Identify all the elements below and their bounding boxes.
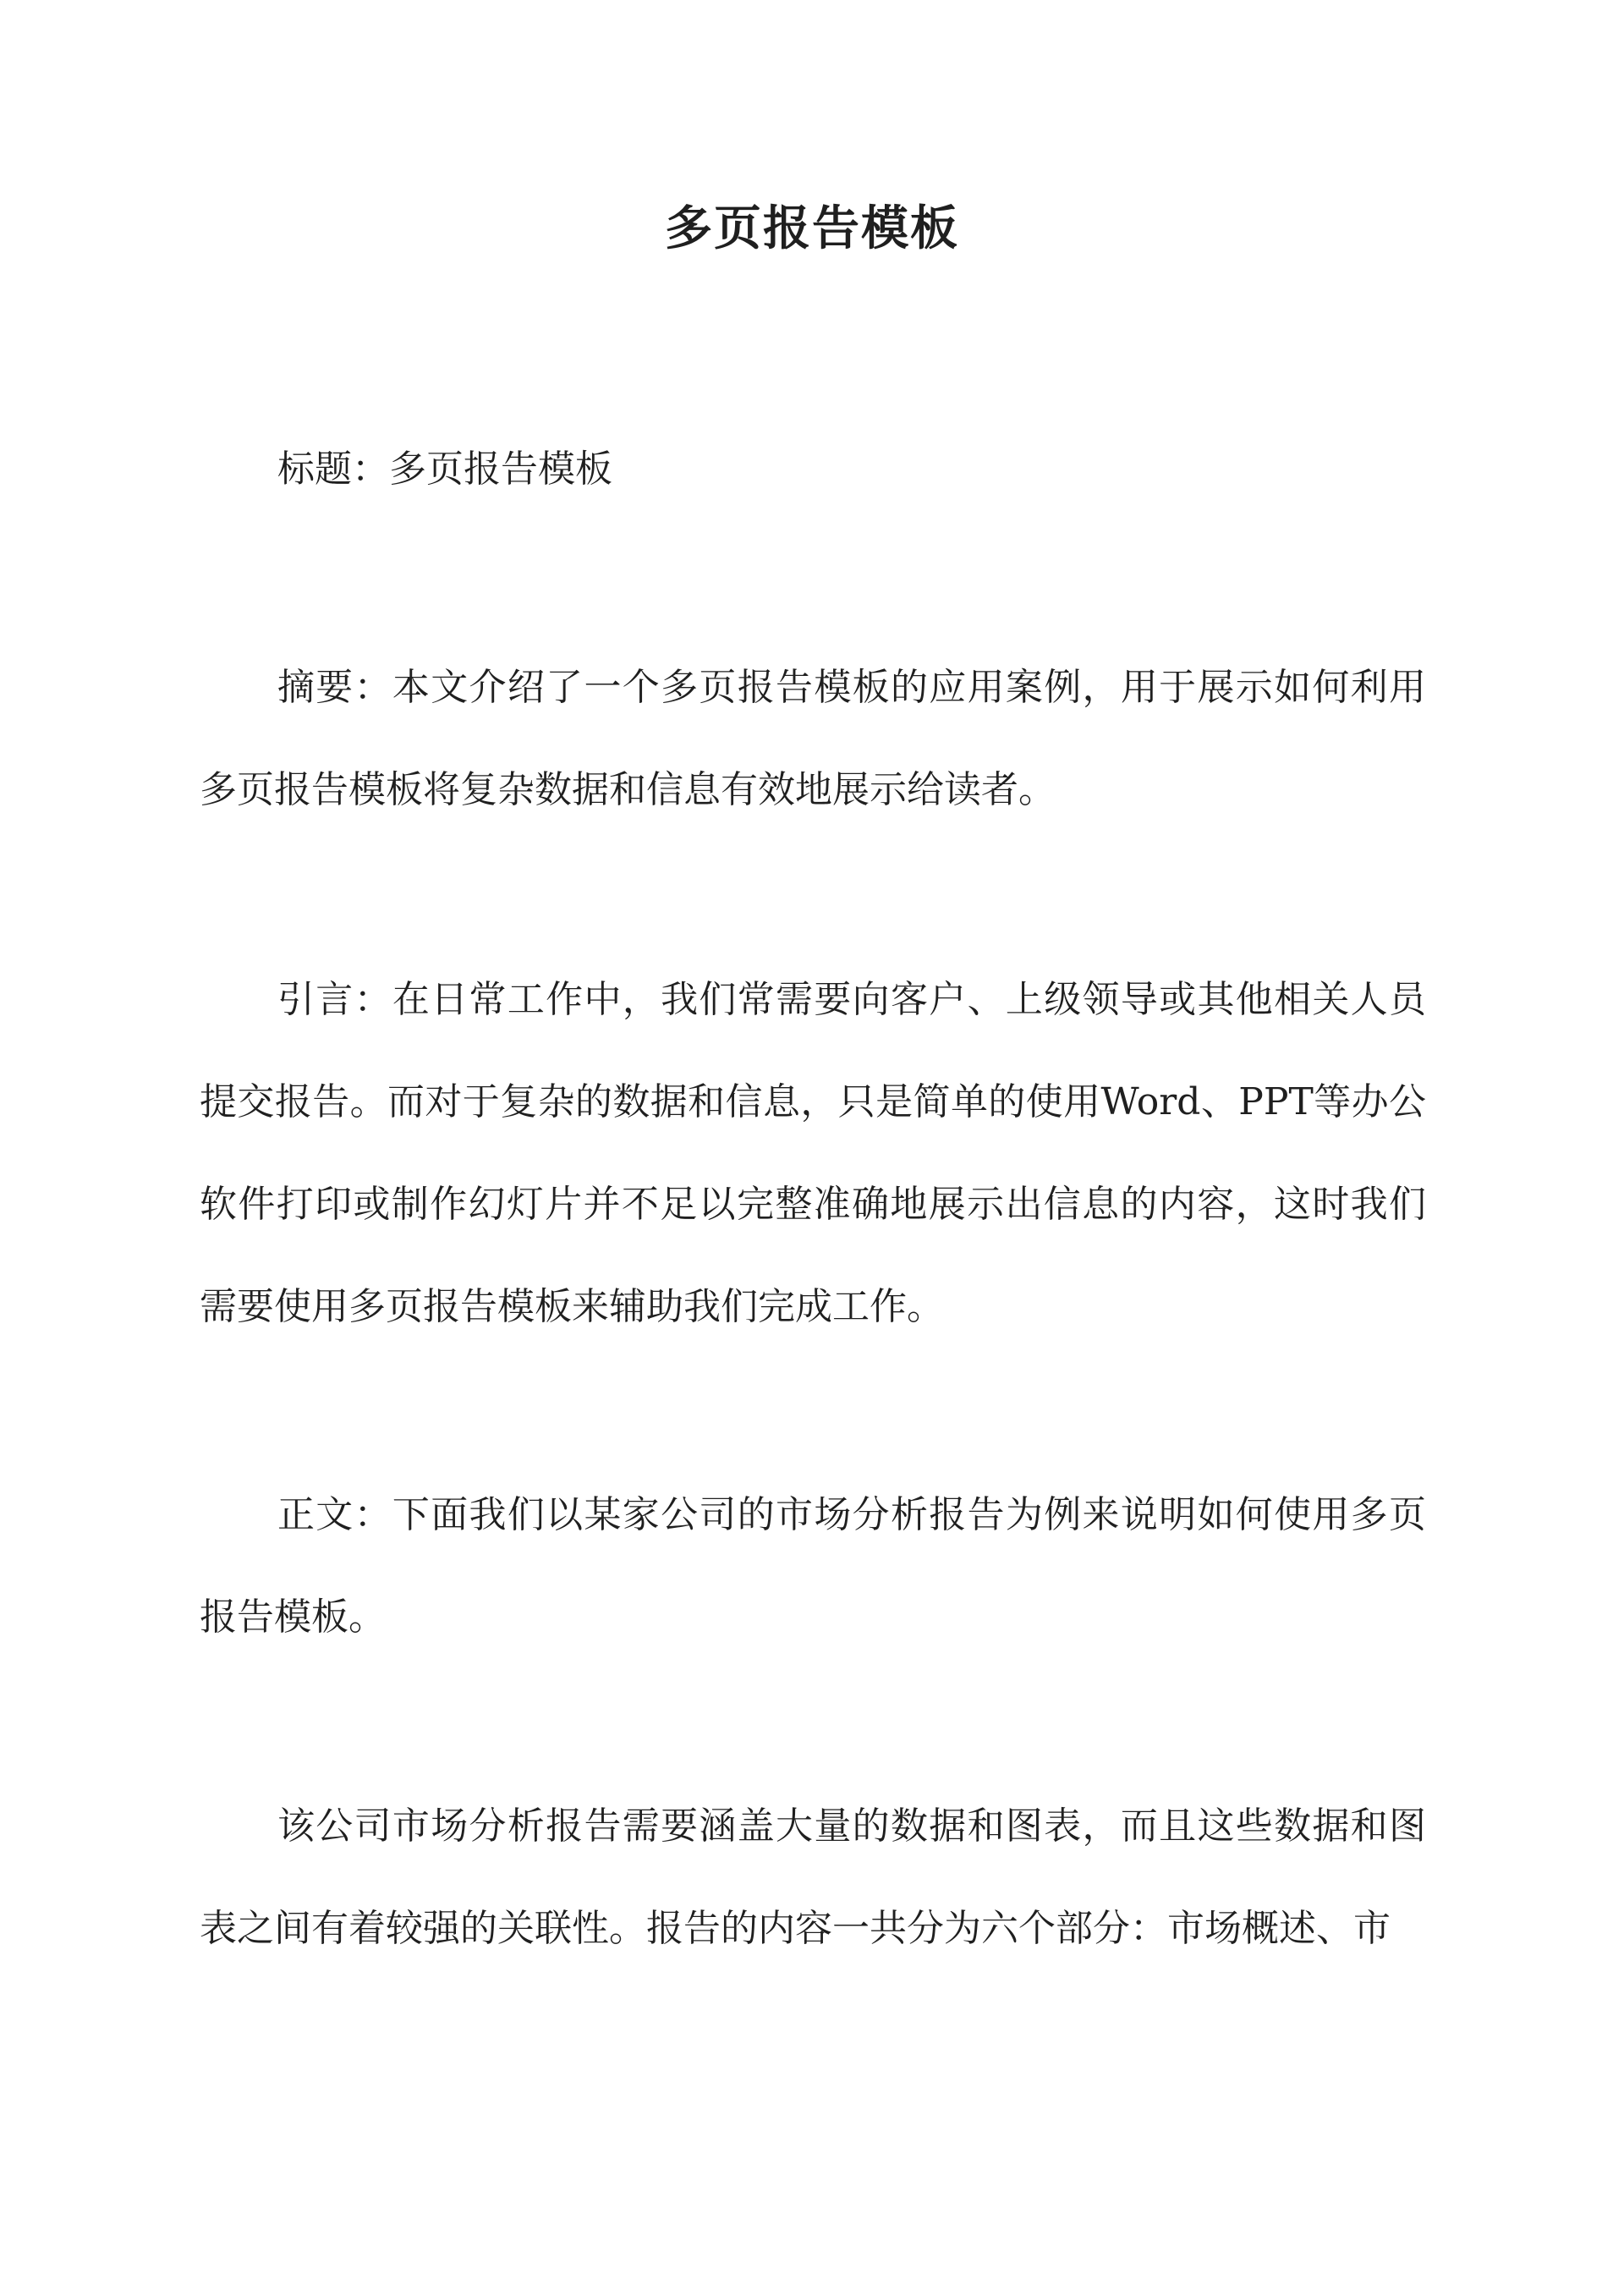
paragraph-introduction: 引言：在日常工作中，我们常需要向客户、上级领导或其他相关人员提交报告。而对于复杂的数据和信息，只是简单的使用Word、PPT等办公软件打印或制作幻灯片并不足以完整准确地展示出信息的内容，这时我们需要使用多页报告模板来辅助我们完成工作。 — [200, 978, 1426, 1328]
paragraph-abstract: 摘要：本文介绍了一个多页报告模板的应用案例，用于展示如何利用多页报告模板将复杂数据和信息有效地展示给读者。 — [200, 666, 1426, 811]
page-title: 多页报告模板 — [665, 200, 959, 256]
paragraph-company: 该公司市场分析报告需要涵盖大量的数据和图表，而且这些数据和图表之间有着较强的关联性。报告的内容一共分为六个部分：市场概述、市 — [200, 1804, 1426, 1950]
paragraph-title-line: 标题：多页报告模板 — [277, 448, 612, 491]
paragraph-body: 正文：下面我们以某家公司的市场分析报告为例来说明如何使用多页报告模板。 — [200, 1493, 1426, 1639]
